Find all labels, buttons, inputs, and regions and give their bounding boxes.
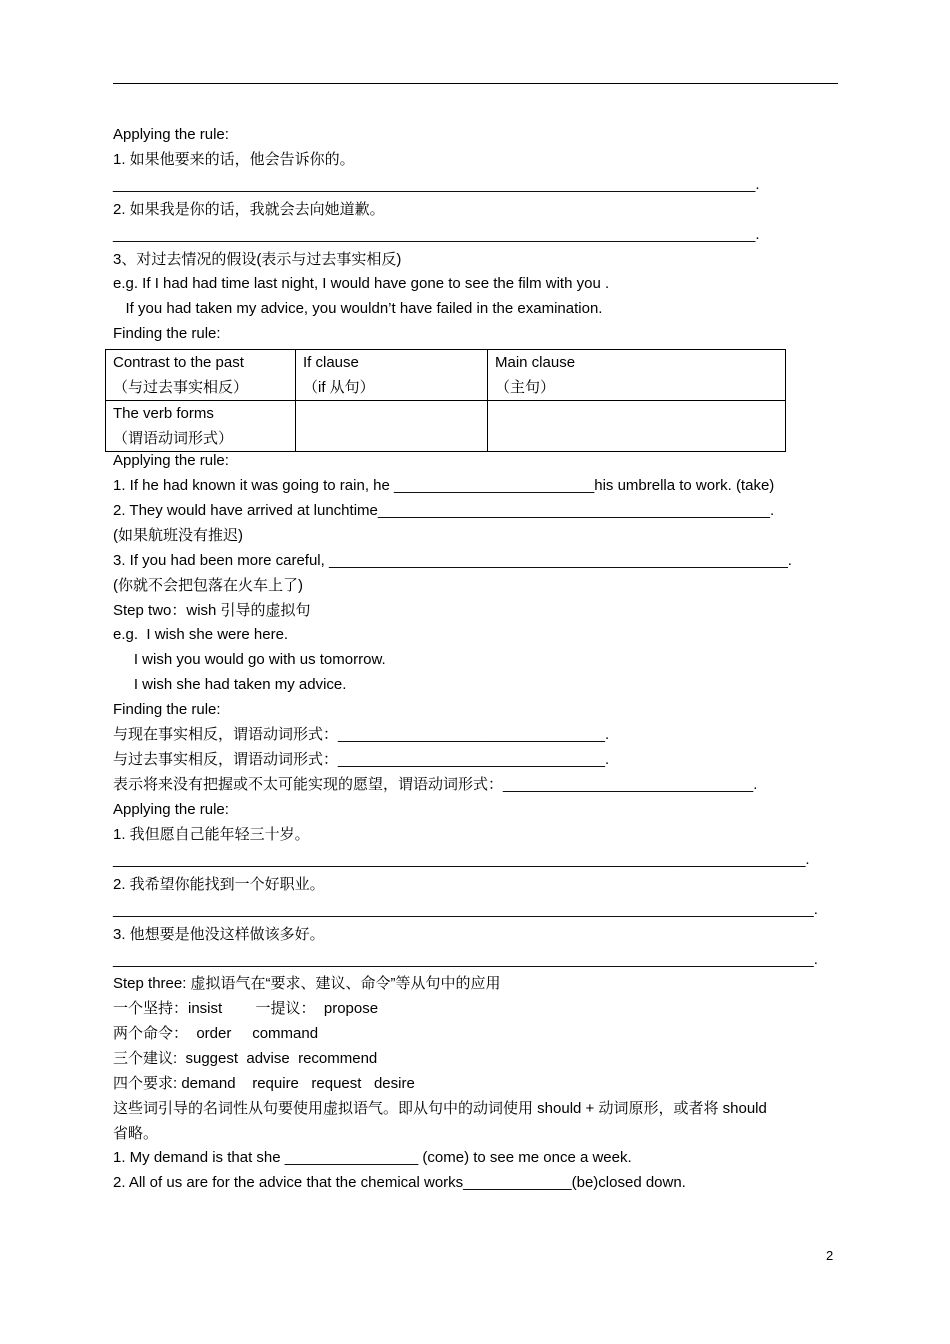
line: I wish you would go with us tomorrow. <box>113 651 386 668</box>
line: 省略。 <box>113 1125 159 1142</box>
table-cell: If clause （if 从句） <box>296 350 488 401</box>
line: 四个要求: demand require request desire <box>113 1075 415 1092</box>
page-number: 2 <box>826 1248 834 1263</box>
section-heading: 3、对过去情况的假设(表示与过去事实相反) <box>113 251 402 268</box>
line: e.g. I wish she were here. <box>113 626 289 643</box>
line: If you had taken my advice, you wouldn’t have failed in the examination. <box>113 300 603 317</box>
header-rule <box>113 83 838 84</box>
table-row <box>106 350 786 401</box>
line: I wish she had taken my advice. <box>113 676 347 693</box>
rule-table <box>105 349 786 452</box>
line: 1. 如果他要来的话，他会告诉你的。 <box>113 151 355 168</box>
line: Finding the rule: <box>113 325 221 342</box>
section-heading: Step two：wish 引导的虚拟句 <box>113 602 311 619</box>
line: e.g. If I had had time last night, I would have gone to see the film with you . <box>113 275 610 292</box>
table-row <box>106 401 786 452</box>
answer-blank: _____________________________________________________________________________. <box>113 226 760 243</box>
table-cell: The verb forms （谓语动词形式） <box>106 401 296 452</box>
table-cell <box>488 401 786 452</box>
line: 一个坚持：insist 一提议： propose <box>113 1000 379 1017</box>
line: (你就不会把包落在火车上了) <box>113 577 303 594</box>
answer-blank: ____________________________________________________________________________________. <box>113 951 818 968</box>
line: Applying the rule: <box>113 801 229 818</box>
line: 1. My demand is that she ________________ (come) to see me once a week. <box>113 1149 632 1166</box>
line: 表示将来没有把握或不太可能实现的愿望，谓语动词形式：______________________________. <box>113 776 758 793</box>
line: 与过去事实相反，谓语动词形式：________________________________. <box>113 751 610 768</box>
line: 2. 如果我是你的话，我就会去向她道歉。 <box>113 201 385 218</box>
line: Applying the rule: <box>113 126 229 143</box>
answer-blank: _____________________________________________________________________________. <box>113 176 760 193</box>
line: 2. 我希望你能找到一个好职业。 <box>113 876 325 893</box>
table-cell: Contrast to the past （与过去事实相反） <box>106 350 296 401</box>
section-heading: Step three: 虚拟语气在“要求、建议、命令”等从句中的应用 <box>113 975 501 992</box>
table-cell: Main clause （主句） <box>488 350 786 401</box>
line: 2. They would have arrived at lunchtime_______________________________________________. <box>113 502 775 519</box>
answer-blank: ____________________________________________________________________________________. <box>113 901 818 918</box>
table-cell <box>296 401 488 452</box>
line: 1. 我但愿自己能年轻三十岁。 <box>113 826 310 843</box>
line: 与现在事实相反，谓语动词形式：________________________________. <box>113 726 610 743</box>
line: (如果航班没有推迟) <box>113 527 243 544</box>
line: 3. 他想要是他没这样做该多好。 <box>113 926 325 943</box>
line: 这些词引导的名词性从句要使用虚拟语气。即从句中的动词使用 should + 动词原形，或者将 should <box>113 1100 767 1117</box>
line: 三个建议: suggest advise recommend <box>113 1050 378 1067</box>
line: Applying the rule: <box>113 452 229 469</box>
line: 3. If you had been more careful, _______________________________________________________. <box>113 552 792 569</box>
answer-blank: ___________________________________________________________________________________. <box>113 851 810 868</box>
line: 两个命令： order command <box>113 1025 319 1042</box>
line: 1. If he had known it was going to rain, he ________________________his umbrella to work. (take) <box>113 477 775 494</box>
line: Finding the rule: <box>113 701 221 718</box>
line: 2. All of us are for the advice that the chemical works_____________(be)closed down. <box>113 1174 686 1191</box>
